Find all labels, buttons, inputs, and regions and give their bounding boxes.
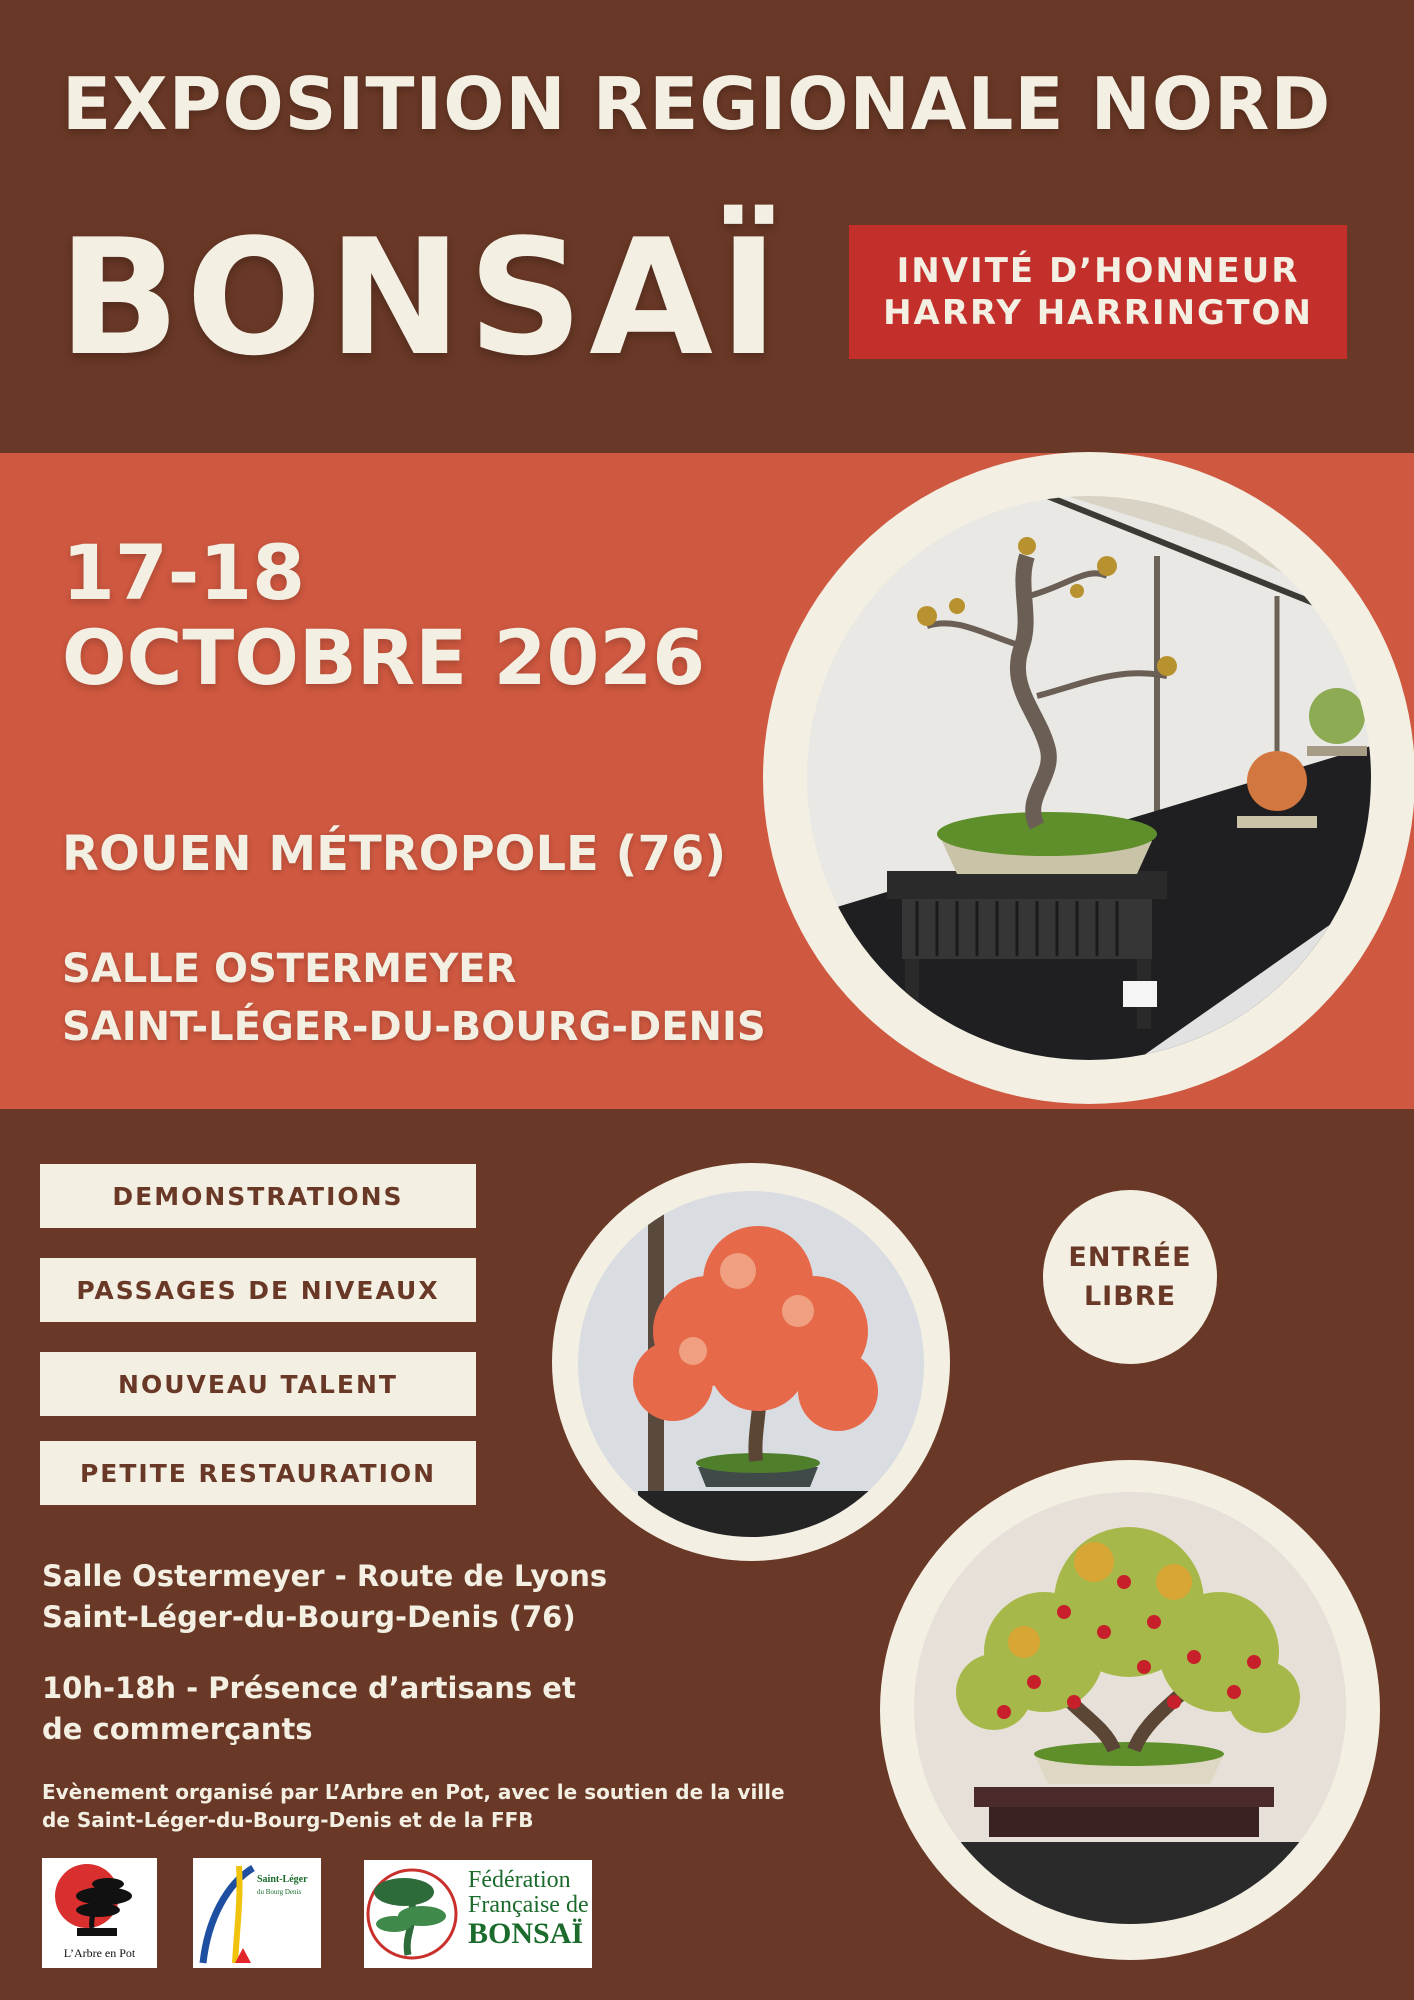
ffb-text-line2: Française de (468, 1892, 589, 1919)
address-block (42, 1556, 607, 1638)
address-line2: Saint-Léger-du-Bourg-Denis (76) (42, 1600, 576, 1635)
organizer-line1: Evènement organisé par L’Arbre en Pot, avec le soutien de la ville (42, 1780, 785, 1804)
ffb-text (468, 1868, 589, 1950)
arbre-en-pot-logo (42, 1858, 157, 1968)
saint-leger-logo (193, 1858, 321, 1968)
venue-town: SAINT-LÉGER-DU-BOURG-DENIS (62, 1004, 766, 1050)
bonsai-title: BONSAÏ (58, 204, 785, 391)
entry-line2: LIBRE (1083, 1281, 1177, 1312)
hours-line2: de commerçants (42, 1712, 313, 1747)
maple-bonsai-photo (578, 1191, 924, 1537)
ffb-text-line3: BONSAÏ (468, 1917, 584, 1951)
organizer-line2: de Saint-Léger-du-Bourg-Denis et de la FFB (42, 1808, 534, 1832)
activity-demonstrations: DEMONSTRATIONS (40, 1164, 476, 1228)
crabapple-bonsai-photo (914, 1492, 1346, 1924)
organizer-note (42, 1778, 822, 1834)
ffb-text-line1: Fédération (468, 1867, 571, 1893)
address-line1: Salle Ostermeyer - Route de Lyons (42, 1559, 608, 1593)
venue-name: SALLE OSTERMEYER (62, 946, 517, 992)
dates-days: 17-18 (62, 528, 306, 617)
guest-label: INVITÉ D’HONNEUR (896, 250, 1300, 291)
photo-frame-crabapple (880, 1460, 1380, 1960)
entry-line1: ENTRÉE (1068, 1241, 1192, 1273)
ffb-logo (364, 1860, 592, 1968)
guest-of-honour-banner (849, 225, 1347, 359)
exhibition-title: EXPOSITION REGIONALE NORD (62, 62, 1332, 146)
event-city: ROUEN MÉTROPOLE (76) (62, 826, 727, 882)
hours-line1: 10h-18h - Présence d’artisans et (42, 1671, 576, 1705)
event-venue (62, 940, 766, 1056)
free-entry-badge (1043, 1190, 1217, 1364)
saint-leger-text-a: Saint-Léger (257, 1874, 308, 1885)
exhibition-photo (807, 496, 1371, 1060)
dates-month: OCTOBRE 2026 (62, 613, 706, 703)
guest-name: HARRY HARRINGTON (883, 293, 1313, 333)
hours-block (42, 1668, 576, 1750)
photo-frame-maple (552, 1163, 950, 1561)
event-dates (62, 528, 706, 703)
activity-level-passes: PASSAGES DE NIVEAUX (40, 1258, 476, 1322)
ffb-logo-graphic (364, 1860, 460, 1968)
arbre-en-pot-text: L’Arbre en Pot (63, 1946, 136, 1960)
activity-new-talent: NOUVEAU TALENT (40, 1352, 476, 1416)
saint-leger-text-b: du Bourg Denis (257, 1888, 302, 1896)
activity-catering: PETITE RESTAURATION (40, 1441, 476, 1505)
photo-frame-exhibition (763, 452, 1414, 1104)
